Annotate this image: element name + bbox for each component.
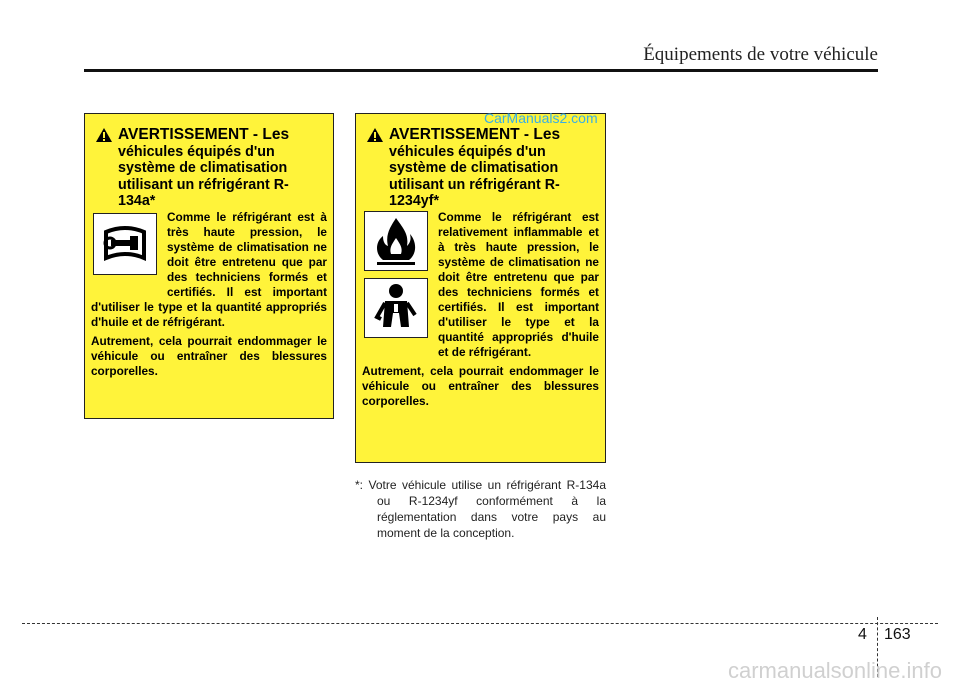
footnote-text: *: Votre véhicule utilise un réfrigérant R-134a ou R-1234yf conformément à la réglementation dans votre pays au moment de la conception. [355, 478, 606, 540]
warning-paragraph-2: Autrement, cela pourrait endommager le véhicule ou entraîner des blessures corporelles. [362, 364, 599, 408]
page-header-title: Équipements de votre véhicule [643, 44, 878, 65]
icon-float-spacer [91, 210, 167, 286]
warning-triangle-icon [95, 127, 113, 143]
warning-body [362, 210, 599, 413]
warning-title-rest: véhicules équipés d'un système de climatisation utilisant un réfrigérant R-134a* [118, 143, 289, 209]
chapter-number: 4 [858, 626, 867, 643]
warning-title-line1: AVERTISSEMENT - Les [389, 126, 561, 143]
warning-box-r134a [84, 113, 334, 419]
warning-paragraph-2: Autrement, cela pourrait endommager le véhicule ou entraîner des blessures corporelles. [91, 334, 327, 378]
warning-title [118, 127, 325, 210]
page-number: 163 [884, 626, 911, 643]
warning-title-rest: véhicules équipés d'un système de climatisation utilisant un réfrigérant R-1234yf* [389, 143, 560, 209]
warning-paragraph-1 [91, 210, 327, 330]
icon-float-spacer [362, 210, 438, 346]
header-rule [84, 69, 878, 72]
footnote [355, 477, 606, 541]
warning-paragraph-1 [362, 210, 599, 360]
site-footer-watermark: carmanualsonline.info [727, 658, 942, 683]
warning-title-line1: AVERTISSEMENT - Les [118, 126, 290, 143]
warning-box-r1234yf [355, 113, 606, 463]
footer-dashed-rule [22, 623, 938, 624]
warning-paragraph-1-text: Comme le réfrigérant est à très haute pression, le système de climatisation ne doit être entretenu que par des techniciens formés et certifiés. Il est important d'utiliser le type et la quantité appropriés d'huile et de réfrigérant. [91, 210, 327, 329]
warning-body [91, 210, 327, 383]
warning-title [389, 127, 597, 210]
warning-paragraph-1-text: Comme le réfrigérant est relativement inflammable et à très haute pression, le système de climatisation ne doit être entretenu que par des techniciens formés et certifiés. Il est important d'utiliser le type et la quantité appropriés d'huile et de réfrigérant. [438, 210, 599, 359]
warning-triangle-icon [366, 127, 384, 143]
watermark-text: CarManuals2.com [484, 110, 598, 126]
